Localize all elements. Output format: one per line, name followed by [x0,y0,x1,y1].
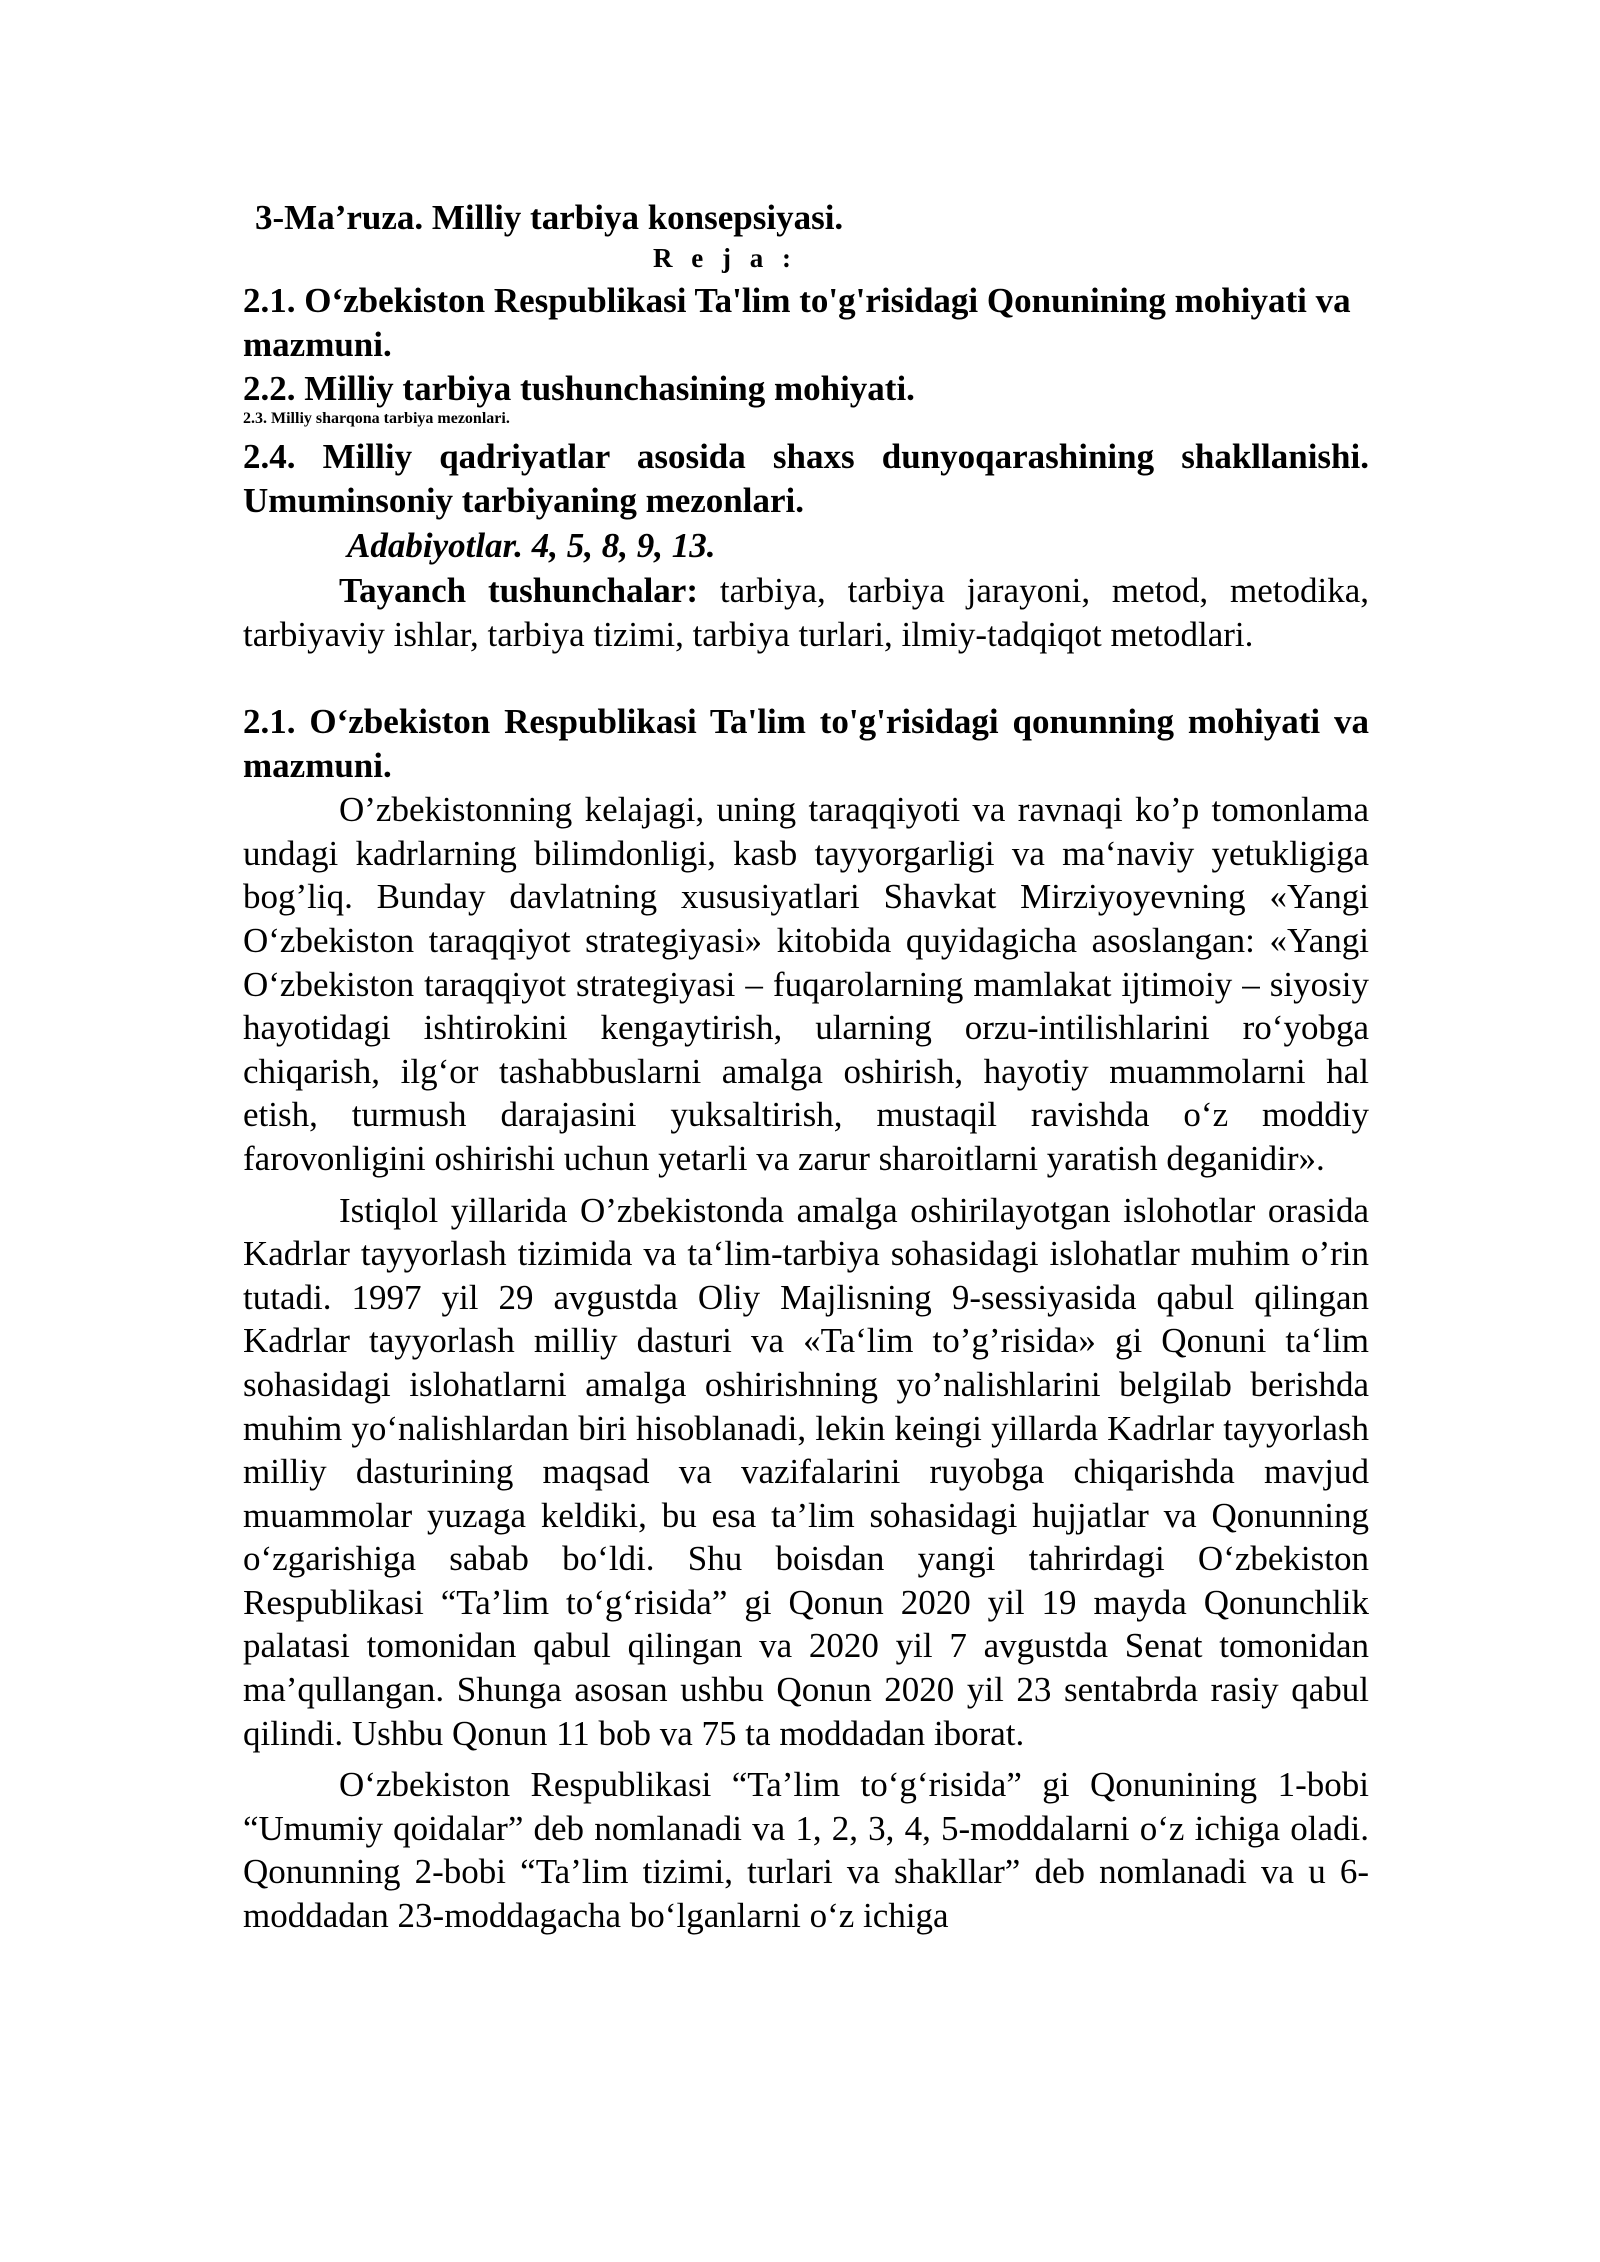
lecture-title: 3-Ma’ruza. Milliy tarbiya konsepsiyasi. [255,198,844,237]
literature-references: Adabiyotlar. 4, 5, 8, 9, 13. [347,526,716,565]
key-concepts [243,569,1369,656]
document-page [243,195,1369,1938]
spacer [243,656,1369,700]
plan-item-4: 2.4. Milliy qadriyatlar asosida shaxs dunyoqarashining shakllanishi. Umuminsoniy tarbiyaning mezonlari. [243,437,1369,520]
plan-item-3: 2.3. Milliy sharqona tarbiya mezonlari. [243,410,510,427]
paragraph-3: O‘zbekiston Respublikasi “Ta’lim to‘g‘risida” gi Qonunining 1-bobi “Umumiy qoidalar” deb nomlanadi va 1, 2, 3, 4, 5-moddalarni o‘z ichiga oladi. Qonunning 2-bobi “Ta’lim tizimi, turlari va shakllar” deb nomlanadi va u 6-moddadan 23-moddagacha bo‘lganlarni o‘z ichiga [243,1765,1369,1936]
key-concepts-text: tarbiya, tarbiya jarayoni, metod, metodika, tarbiyaviy ishlar, tarbiya tizimi, tarbiya turlari, ilmiy-tadqiqot metodlari. [243,571,1369,654]
plan-item-1: 2.1. O‘zbekiston Respublikasi Ta'lim to'g'risidagi Qonunining mohiyati va mazmuni. [243,281,1351,364]
plan-item-2: 2.2. Milliy tarbiya tushunchasining mohiyati. [243,369,915,408]
plan-heading: R e j a : [653,243,797,273]
section-heading: 2.1. O‘zbekiston Respublikasi Ta'lim to'g'risidagi qonunning mohiyati va mazmuni. [243,702,1369,786]
paragraph-2: Istiqlol yillarida O’zbekistonda amalga oshirilayotgan islohotlar orasida Kadrlar tayyorlash tizimida va ta‘lim-tarbiya sohasidagi islohatlar muhim o’rin tutadi. 1997 yil 29 avgustda Oliy Majlisning 9-sessiyasida qabul qilingan Kadrlar tayyorlash milliy dasturi va «Ta‘lim to’g’risida» gi Qonuni ta‘lim sohasidagi islohatlarni amalga oshirishning yo’nalishlarini belgilab berishda muhim yo‘nalishlardan biri hisoblanadi, lekin keingi yillarda Kadrlar tayyorlash milliy dasturining maqsad va vazifalarini ruyobga chiqarishda mavjud muammolar yuzaga keldiki, bu esa ta’lim sohasidagi hujjatlar va Qonunning o‘zgarishiga sabab bo‘ldi. Shu boisdan yangi tahrirdagi O‘zbekiston Respublikasi “Ta’lim to‘g‘risida” gi Qonun 2020 yil 19 mayda Qonunchlik palatasi tomonidan qabul qilingan va 2020 yil 7 avgustda Senat tomonidan ma’qullangan. Shunga asosan ushbu Qonun 2020 yil 23 sentabrda rasiy qabul qilindi. Ushbu Qonun 11 bob va 75 ta moddadan iborat. [243,1190,1369,1753]
paragraph-1: O’zbekistonning kelajagi, uning taraqqiyoti va ravnaqi ko’p tomonlama undagi kadrlarning bilimdonligi, kasb tayyorgarligi va ma‘naviy yetukligiga bog’liq. Bunday davlatning xususiyatlari Shavkat Mirziyoyevning «Yangi O‘zbekiston taraqqiyot strategiyasi» kitobida quyidagicha asoslangan: «Yangi O‘zbekiston taraqqiyot strategiyasi – fuqarolarning mamlakat ijtimoiy – siyosiy hayotidagi ishtirokini kengaytirish, ularning orzu-intilishlarini ro‘yobga chiqarish, ilg‘or tashabbuslarni amalga oshirish, hayotiy muammolarni hal etish, turmush darajasini yuksaltirish, mustaqil ravishda o‘z moddiy farovonligini oshirishi uchun yetarli va zarur sharoitlarni yaratish deganidir». [243,790,1369,1178]
key-concepts-label: Tayanch tushunchalar: [339,571,698,610]
